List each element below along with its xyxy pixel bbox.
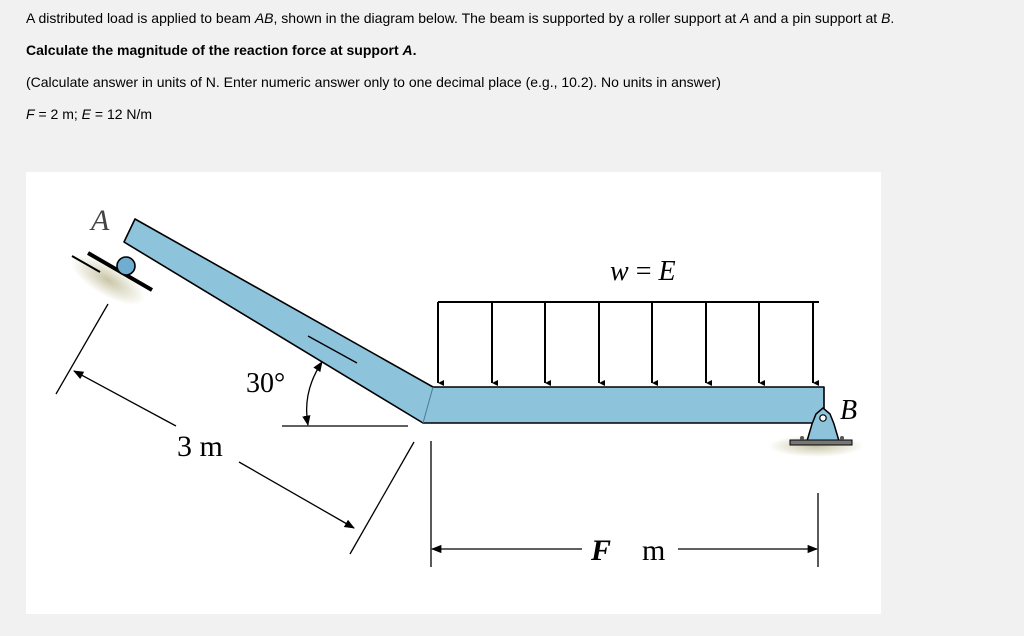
support-a-name: A [740, 10, 750, 26]
answer-instructions: (Calculate answer in units of N. Enter numeric answer only to one decimal place (e.g., 10.2). No units in answer) [26, 74, 721, 90]
task-text-1: Calculate the magnitude of the reaction force at support [26, 42, 403, 58]
problem-statement [26, 9, 894, 27]
incline-ext-line-b [350, 442, 414, 554]
beam [124, 219, 824, 423]
pin-bolt-right [840, 436, 844, 440]
incline-ext-line-a [56, 304, 108, 394]
load-e: E [658, 256, 676, 287]
f-unit: m [642, 534, 666, 567]
given-e-val: = 12 N/m [90, 106, 153, 122]
roller-a [117, 257, 135, 275]
label-b: B [840, 395, 858, 426]
intro-text-4: . [890, 10, 895, 26]
label-a: A [91, 204, 110, 237]
intro-text-2: , shown in the diagram below. The beam is supported by a roller support at [273, 10, 741, 26]
intro-text-1: A distributed load is applied to beam [26, 10, 255, 26]
f-var: F [591, 534, 612, 567]
distributed-load [438, 302, 819, 383]
intro-text-3: and a pin support at [749, 10, 882, 26]
incline-dim-upper [74, 371, 176, 426]
load-equals: = [628, 256, 659, 287]
incline-dim-lower [239, 462, 354, 528]
horizontal-dimension [431, 441, 818, 567]
beam-diagram [26, 172, 881, 614]
task-support-a: A [402, 42, 413, 58]
task-statement [26, 41, 417, 59]
given-f-var: F [26, 106, 35, 122]
pin-hole [820, 415, 826, 421]
beam-diagram-svg [26, 172, 881, 614]
given-f-val: = 2 m; [34, 106, 82, 122]
task-text-2: . [412, 42, 417, 58]
f-length-label [590, 534, 665, 567]
given-values [26, 105, 152, 123]
angle-label: 30° [246, 368, 286, 399]
incline-length-label: 3 m [177, 430, 223, 463]
support-b-name: B [881, 10, 891, 26]
beam-name: AB [254, 10, 274, 26]
pin-bolt-left [800, 436, 804, 440]
load-w: w [610, 256, 629, 287]
given-e-var: E [81, 106, 91, 122]
load-label [610, 256, 676, 287]
incline-dimension [56, 304, 414, 554]
pin-base-plate [790, 440, 852, 445]
angle-arc [307, 362, 322, 425]
